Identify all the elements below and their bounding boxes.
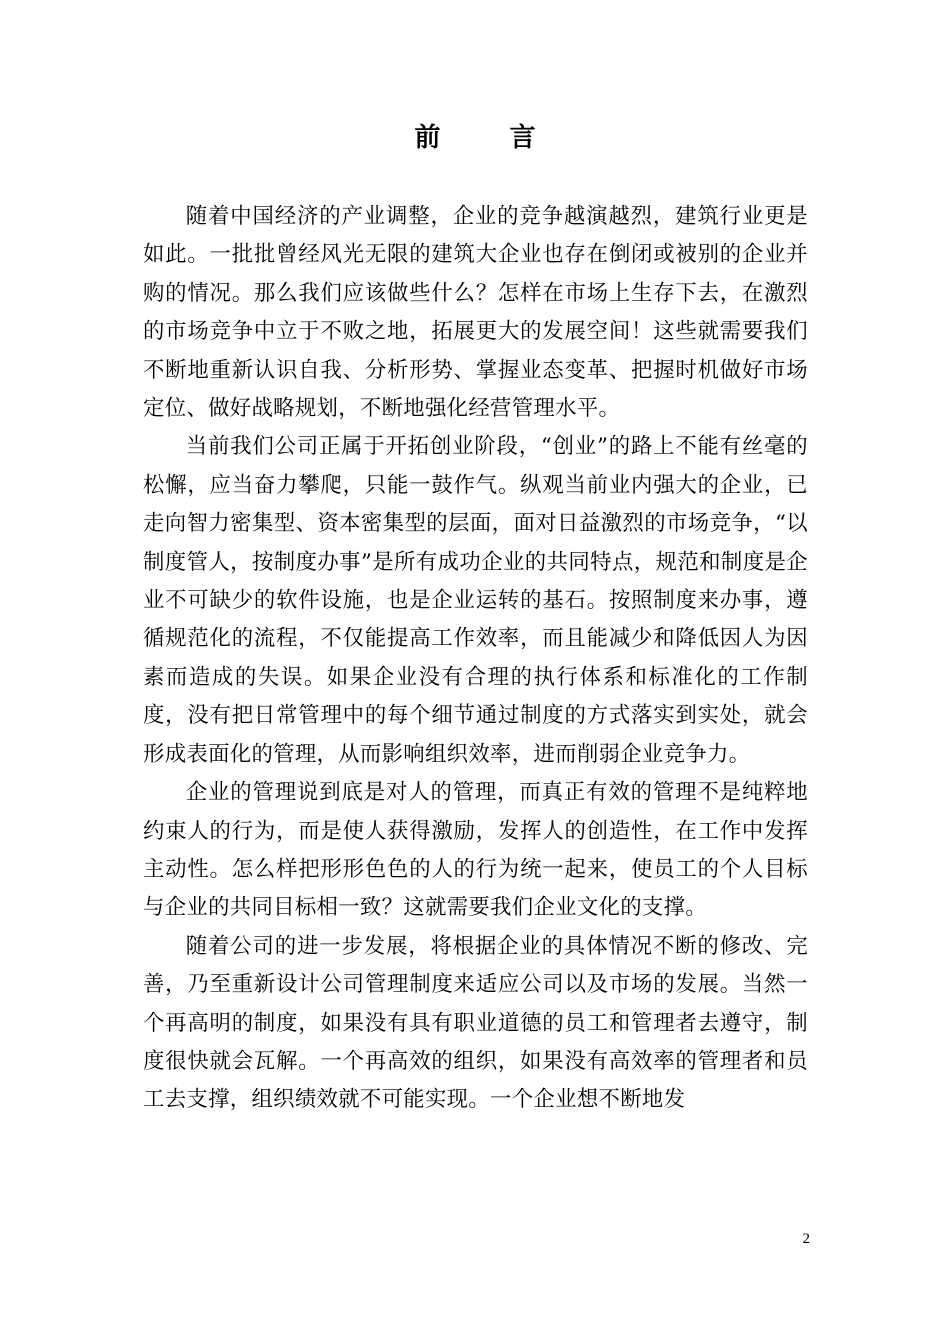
paragraph-3: 企业的管理说到底是对人的管理，而真正有效的管理不是纯粹地约束人的行为，而是使人获得激励，发挥人的创造性，在工作中发挥主动性。怎么样把形形色色的人的行为统一起来，使员工的个人目标与企业的共同目标相一致？这就需要我们企业文化的支撑。: [143, 780, 808, 921]
body-text: [143, 198, 808, 1120]
paragraph-2: 当前我们公司正属于开拓创业阶段，“创业”的路上不能有丝毫的松懈，应当奋力攀爬，只能一鼓作气。纵观当前业内强大的企业，已走向智力密集型、资本密集型的层面，面对日益激烈的市场竞争，“以制度管人，按制度办事”是所有成功企业的共同特点，规范和制度是企业不可缺少的软件设施，也是企业运转的基石。按照制度来办事，遵循规范化的流程，不仅能提高工作效率，而且能减少和降低因人为因素而造成的失误。如果企业没有合理的执行体系和标准化的工作制度，没有把日常管理中的每个细节通过制度的方式落实到实处，就会形成表面化的管理，从而影响组织效率，进而削弱企业竞争力。: [143, 434, 808, 767]
page-title: 前 言: [414, 123, 566, 153]
page-number: 2: [802, 1231, 810, 1247]
paragraph-1: 随着中国经济的产业调整，企业的竞争越演越烈，建筑行业更是如此。一批批曾经风光无限的建筑大企业也存在倒闭或被别的企业并购的情况。那么我们应该做些什么？怎样在市场上生存下去，在激烈的市场竞争中立于不败之地，拓展更大的发展空间！这些就需要我们不断地重新认识自我、分析形势、掌握业态变革、把握时机做好市场定位、做好战略规划，不断地强化经营管理水平。: [143, 204, 808, 422]
paragraph-4: 随着公司的进一步发展，将根据企业的具体情况不断的修改、完善，乃至重新设计公司管理制度来适应公司以及市场的发展。当然一个再高明的制度，如果没有具有职业道德的员工和管理者去遵守，制度很快就会瓦解。一个再高效的组织，如果没有高效率的管理者和员工去支撑，组织绩效就不可能实现。一个企业想不断地发: [143, 933, 808, 1113]
